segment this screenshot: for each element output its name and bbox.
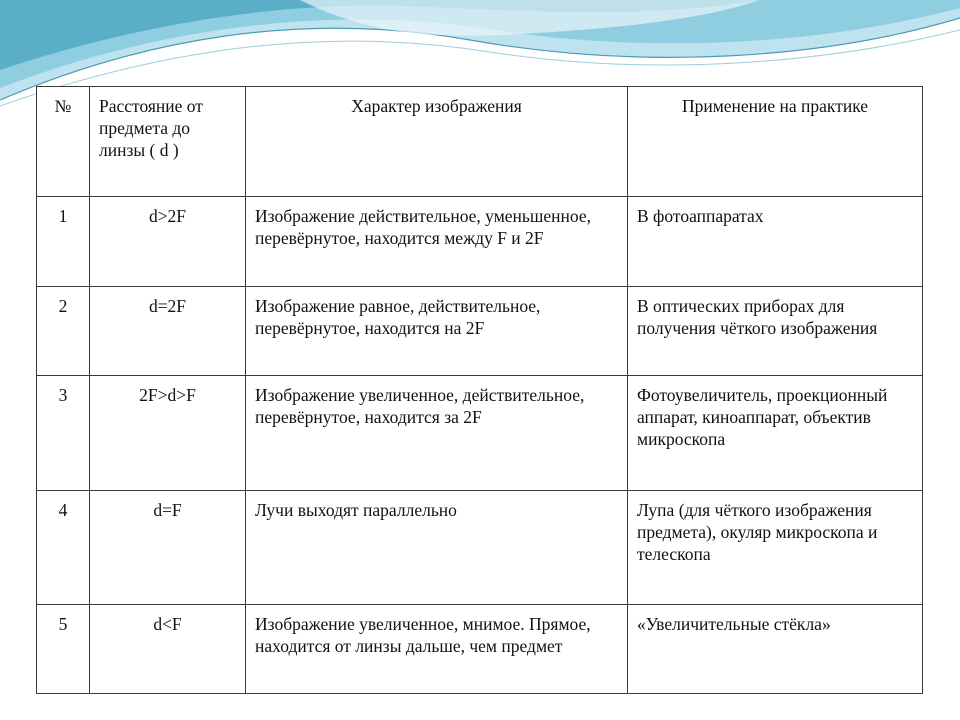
- row-application: Фотоувеличитель, проекционный аппарат, киноаппарат, объектив микроскопа: [628, 376, 923, 491]
- header-num: №: [37, 87, 90, 197]
- lens-image-table: [36, 86, 923, 694]
- row-distance: d=2F: [90, 287, 246, 376]
- table-row: [37, 491, 923, 605]
- row-num: 5: [37, 605, 90, 694]
- row-distance: d=F: [90, 491, 246, 605]
- row-image: Изображение увеличенное, действительное, перевёрнутое, находится за 2F: [246, 376, 628, 491]
- table-header-row: [37, 87, 923, 197]
- row-distance: 2F>d>F: [90, 376, 246, 491]
- header-application: Применение на практике: [628, 87, 923, 197]
- row-distance: d>2F: [90, 197, 246, 287]
- table-row: [37, 287, 923, 376]
- table-row: [37, 197, 923, 287]
- header-distance: Расстояние от предмета до линзы ( d ): [90, 87, 246, 197]
- row-num: 3: [37, 376, 90, 491]
- row-image: Изображение действительное, уменьшенное, перевёрнутое, находится между F и 2F: [246, 197, 628, 287]
- row-image: Лучи выходят параллельно: [246, 491, 628, 605]
- row-distance: d<F: [90, 605, 246, 694]
- row-application: В фотоаппаратах: [628, 197, 923, 287]
- row-image: Изображение равное, действительное, перевёрнутое, находится на 2F: [246, 287, 628, 376]
- table-row: [37, 605, 923, 694]
- row-application: «Увеличительные стёкла»: [628, 605, 923, 694]
- row-application: Лупа (для чёткого изображения предмета), окуляр микроскопа и телескопа: [628, 491, 923, 605]
- row-num: 2: [37, 287, 90, 376]
- row-application: В оптических приборах для получения чёткого изображения: [628, 287, 923, 376]
- header-image: Характер изображения: [246, 87, 628, 197]
- table-row: [37, 376, 923, 491]
- row-num: 4: [37, 491, 90, 605]
- row-num: 1: [37, 197, 90, 287]
- row-image: Изображение увеличенное, мнимое. Прямое, находится от линзы дальше, чем предмет: [246, 605, 628, 694]
